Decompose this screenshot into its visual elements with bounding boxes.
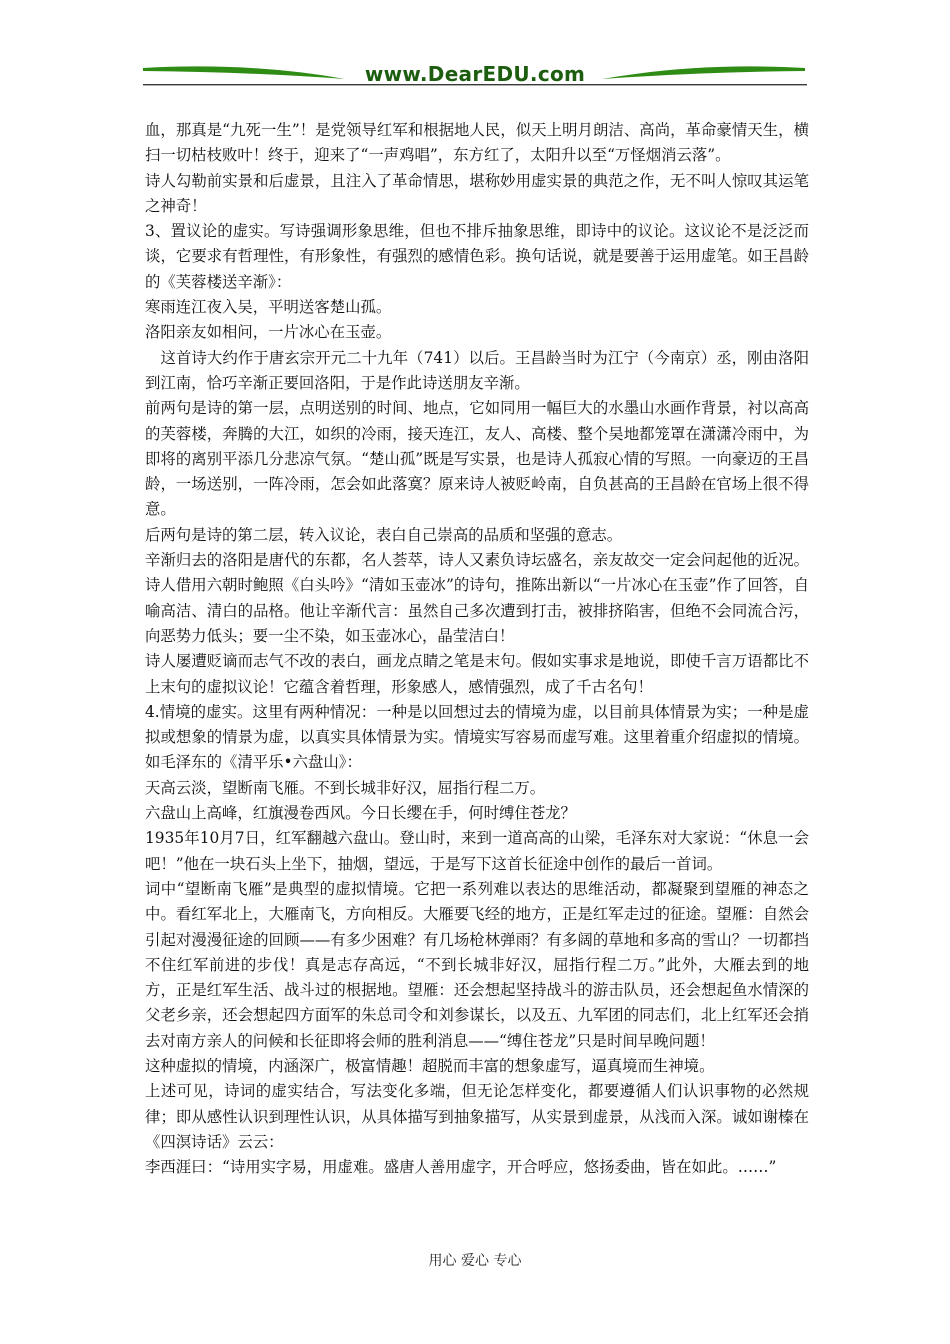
paragraph: 诗人屡遭贬谪而志气不改的表白，画龙点睛之笔是末句。假如实事求是地说，即使千言万语都比不上末句的虚拟议论！它蕴含着哲理，形象感人，感情强烈，成了千古名句！ (145, 652, 809, 696)
header-swoosh-graphic (0, 0, 950, 110)
paragraph: 词中“望断南飞雁”是典型的虚拟情境。它把一系列难以表达的思维活动，都凝聚到望雁的神态之中。看红军北上，大雁南飞，方向相反。大雁要飞经的地方，正是红军走过的征途。望雁：自然会引起对漫漫征途的回顾——有多少困难？有几场枪林弹雨？有多阔的草地和多高的雪山？一切都挡不住红军前进的步伐！真是志存高远，“不到长城非好汉，屈指行程二万。”此外，大雁去到的地方，正是红军生活、战斗过的根据地。望雁：还会想起坚持战斗的游击队员，还会想起鱼水情深的父老乡亲，还会想起四方面军的朱总司令和刘参谋长，以及五、九军团的同志们，北上红军还会捎去对南方亲人的问候和长征即将会师的胜利消息——“缚住苍龙”只是时间早晚问题！ (145, 879, 809, 1050)
paragraph: 血，那真是“九死一生”！是党领导红军和根据地人民，似天上明月朗洁、高尚，革命豪情天生，横扫一切枯枝败叶！终于，迎来了“一声鸡唱”，东方红了，太阳升以至“万怪烟消云落”。 (145, 121, 809, 165)
paragraph: 这种虚拟的情境，内涵深广，极富情趣！超脱而丰富的想象虚写，逼真境而生神境。 (145, 1056, 715, 1075)
paragraph: 上述可见，诗词的虚实结合，写法变化多端，但无论怎样变化，都要遵循人们认识事物的必然规律；即从感性认识到理性认识，从具体描写到抽象描写，从实景到虚景，从浅而入深。诚如谢榛在《四溟诗话》云云： (145, 1082, 809, 1151)
paragraph: 李西涯曰：“诗用实字易，用虚难。盛唐人善用虚字，开合呼应，悠扬委曲，皆在如此。……” (145, 1158, 777, 1177)
paragraph: 这首诗大约作于唐玄宗开元二十九年（741）以后。王昌龄当时为江宁（今南京）丞，刚由洛阳到江南，恰巧辛渐正要回洛阳，于是作此诗送朋友辛渐。 (145, 348, 809, 392)
paragraph: 诗人勾勒前实景和后虚景，且注入了革命情思，堪称妙用虚实景的典范之作，无不叫人惊叹其运笔之神奇！ (145, 171, 809, 215)
site-logo-text: www.DearEDU.com (364, 62, 586, 86)
page-header (0, 0, 950, 110)
paragraph: 3、置议论的虚实。写诗强调形象思维，但也不排斥抽象思维，即诗中的议论。这议论不是泛泛而谈，它要求有哲理性，有形象性，有强烈的感情色彩。换句话说，就是要善于运用虚笔。如王昌龄的《芙蓉楼送辛渐》： (145, 222, 809, 291)
page-footer: 用心 爱心 专心 (428, 1253, 522, 1269)
paragraph: 1935年10月7日，红军翻越六盘山。登山时，来到一道高高的山梁，毛泽东对大家说：“休息一会吧！”他在一块石头上坐下，抽烟，望远，于是写下这首长征途中创作的最后一首词。 (145, 829, 809, 873)
paragraph: 辛渐归去的洛阳是唐代的东都，名人荟萃，诗人又素负诗坛盛名，亲友故交一定会问起他的近况。诗人借用六朝时鲍照《白头吟》“清如玉壶冰”的诗句，推陈出新以“一片冰心在玉壶”作了回答，自喻高洁、清白的品格。他让辛渐代言：虽然自己多次遭到打击，被排挤陷害，但绝不会同流合污，向恶势力低头；要一尘不染，如玉壶冰心，晶莹洁白！ (145, 551, 809, 645)
poem-line: 天高云淡，望断南飞雁。不到长城非好汉，屈指行程二万。 (145, 778, 546, 797)
poem-line: 洛阳亲友如相问，一片冰心在玉壶。 (145, 323, 392, 342)
paragraph: 4.情境的虚实。这里有两种情况：一种是以回想过去的情境为虚，以目前具体情景为实；一种是虚拟或想象的情景为虚，以真实具体情景为实。情境实写容易而虚写难。这里着重介绍虚拟的情境。如毛泽东的《清平乐•六盘山》： (145, 702, 809, 772)
paragraph: 后两句是诗的第二层，转入议论，表白自己崇高的品质和坚强的意志。 (145, 525, 623, 544)
paragraph: 前两句是诗的第一层，点明送别的时间、地点，它如同用一幅巨大的水墨山水画作背景，衬以高高的芙蓉楼，奔腾的大江，如织的冷雨，接天连江，友人、高楼、整个吴地都笼罩在潇潇冷雨中，为即将的离别平添几分悲凉气氛。“楚山孤”既是写实景，也是诗人孤寂心情的写照。一向豪迈的王昌龄，一场送别，一阵冷雨，怎会如此落寞？原来诗人被贬岭南，自负甚高的王昌龄在官场上很不得意。 (145, 399, 809, 519)
poem-line: 寒雨连江夜入吴，平明送客楚山孤。 (145, 298, 392, 317)
poem-line: 六盘山上高峰，红旗漫卷西风。今日长缨在手，何时缚住苍龙？ (145, 804, 576, 823)
document-body (145, 118, 809, 1180)
